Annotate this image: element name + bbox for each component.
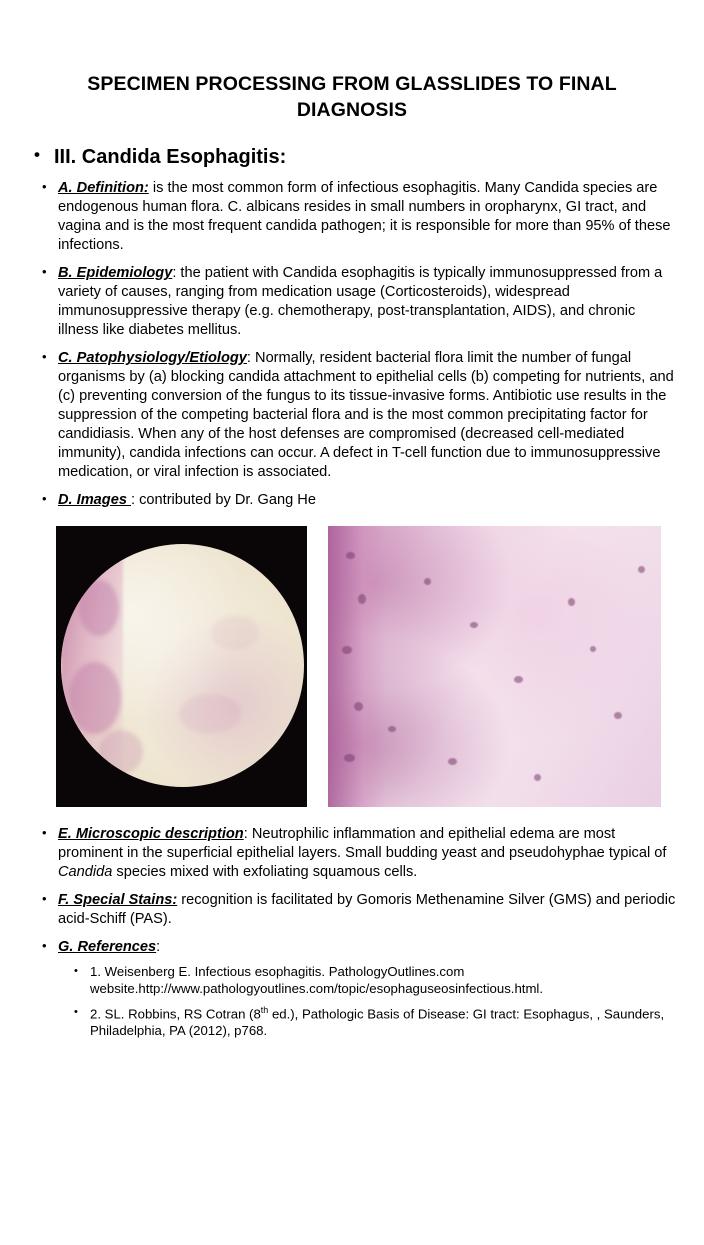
item-heading-colon: : — [156, 938, 161, 955]
tissue-blob — [69, 662, 121, 734]
slide-body-lower — [0, 825, 704, 1040]
nucleus-speck — [358, 594, 366, 604]
nucleus-speck — [590, 646, 596, 652]
nucleus-speck — [354, 702, 363, 711]
item-body: : the patient with Candida esophagitis is typically immunosuppressed from a variety of causes, ranging from medication usage (Corticosteroids), widespread immunosuppressive therapy (e.g. chemotherapy, post-transplantation, AIDS), and chronic illness like diabetes mellitus. — [58, 265, 663, 339]
reference-text: 1. Weisenberg E. Infectious esophagitis. PathologyOutlines.com website.http://www.pathologyoutlines.com/topic/esophaguseosinfectious.html. — [90, 963, 544, 996]
list-item-patophysiology — [28, 349, 674, 482]
bullet-icon: • — [42, 179, 47, 195]
reference-text-part2: ed.), Pathologic Basis of Disease: GI tract: Esophagus, , Saunders, Philadelphia, PA (2012), p768. — [90, 1005, 665, 1038]
tissue-blob — [79, 580, 119, 636]
bullet-icon: • — [74, 964, 78, 977]
list-item-special-stains — [28, 891, 678, 929]
nucleus-speck — [470, 622, 478, 628]
item-body: is the most common form of infectious esophagitis. Many Candida species are endogenous human flora. C. albicans resides in small numbers in oropharynx, GI tract, and vagina and is the most frequent candida pathogen; it is responsible for more than 95% of these infections. — [58, 180, 671, 254]
item-heading: D. Images — [58, 492, 131, 508]
nucleus-speck — [534, 774, 541, 781]
item-heading: A. Definition: — [58, 180, 149, 197]
bullet-icon: • — [42, 824, 47, 840]
list-item-microscopic-description — [28, 825, 678, 882]
item-heading: C. Patophysiology/Etiology — [58, 350, 247, 367]
tissue-blob — [179, 694, 241, 734]
list-item-epidemiology — [28, 264, 674, 340]
nucleus-speck — [514, 676, 523, 683]
item-body-part1: : Neutrophilic inflammation and epithelial edema are most prominent in the superficial epithelial layers. Small budding yeast and pseudohyphae typical of — [58, 825, 667, 861]
list-item-definition — [28, 179, 674, 255]
section-heading-label: III. Candida Esophagitis: — [54, 146, 287, 169]
reference-entry-2 — [58, 1005, 678, 1040]
item-heading: B. Epidemiology — [58, 265, 173, 282]
nucleus-speck — [448, 758, 457, 765]
bullet-icon: • — [42, 264, 47, 280]
item-body: recognition is facilitated by Gomoris Methenamine Silver (GMS) and periodic acid-Schiff (PAS). — [58, 891, 676, 927]
list-item-images — [28, 491, 674, 510]
item-body: : contributed by Dr. Gang He — [131, 492, 316, 508]
reference-text-part1: 2. SL. Robbins, RS Cotran (8 — [90, 1005, 261, 1021]
reference-entry-1 — [58, 964, 678, 998]
bullet-icon: • — [74, 1005, 78, 1018]
slide-body — [0, 123, 704, 510]
candida-esophagitis-low-power-micrograph — [56, 526, 307, 807]
nucleus-speck — [344, 754, 355, 762]
nucleus-speck — [424, 578, 431, 585]
tissue-blob — [211, 616, 259, 650]
tissue-blob — [99, 730, 143, 774]
figure-group — [56, 526, 704, 807]
item-heading: G. References — [58, 938, 157, 955]
nucleus-speck — [614, 712, 622, 719]
bullet-icon: • — [34, 145, 40, 165]
item-heading: E. Microscopic description — [58, 825, 244, 842]
candida-esophagitis-high-power-micrograph — [328, 526, 661, 807]
item-body: : Normally, resident bacterial flora limit the number of fungal organisms by (a) blocking candida attachment to epithelial cells (b) competing for nutrients, and (c) preventing conversion of the fungus to its tissue-invasive forms. Antibiotic use results in the suppression of the competing bacterial flora and is the most common precipitating factor for candidiasis. When any of the host defenses are compromised (decreased cell-mediated immunity), candida infections can occur. A defect in T-cell function due to immunosuppressive medication, or viral infection is associated. — [58, 350, 674, 481]
bullet-icon: • — [42, 491, 47, 506]
tissue-edge — [328, 526, 386, 807]
nucleus-speck — [342, 646, 352, 654]
nucleus-speck — [388, 726, 396, 732]
nucleus-speck — [568, 598, 575, 606]
item-heading: F. Special Stains: — [58, 891, 178, 908]
section-heading — [28, 145, 674, 170]
microscope-field-disc — [61, 544, 304, 787]
nucleus-speck — [638, 566, 645, 573]
page-title: SPECIMEN PROCESSING FROM GLASSLIDES TO FINAL DIAGNOSIS — [87, 73, 617, 121]
bullet-icon: • — [42, 890, 47, 906]
bullet-icon: • — [42, 349, 47, 365]
bullet-icon: • — [42, 937, 47, 953]
nucleus-speck — [346, 552, 355, 559]
item-body-italic: Candida — [58, 863, 113, 880]
list-item-references — [28, 938, 678, 957]
item-body-part2: species mixed with exfoliating squamous cells. — [112, 863, 418, 880]
reference-superscript: th — [260, 1004, 269, 1015]
